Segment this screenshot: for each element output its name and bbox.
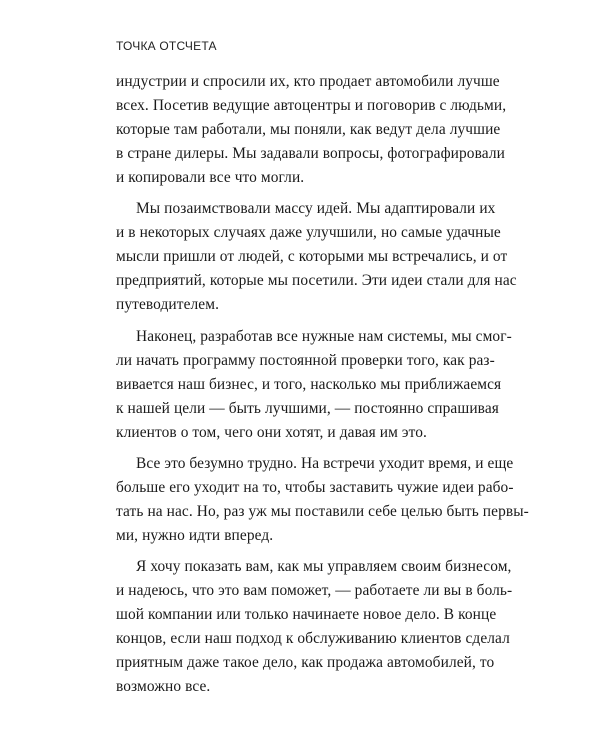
text-line: тать на нас. Но, раз уж мы поставили себе целью быть первы-: [116, 503, 529, 520]
text-line: приятным даже такое дело, как продажа автомобилей, то: [116, 654, 495, 671]
text-line: и в некоторых случаях даже улучшили, но самые удачные: [116, 224, 501, 241]
text-line: Наконец, разработав все нужные нам системы, мы смог-: [136, 328, 512, 345]
text-line: Все это безумно трудно. На встречи уходит время, и еще: [136, 455, 514, 472]
text-line: шой компании или только начинаете новое дело. В конце: [116, 606, 497, 623]
text-line: Мы позаимствовали массу идей. Мы адаптировали их: [136, 200, 496, 217]
text-line: к нашей цели — быть лучшими, — постоянно спрашивая: [116, 400, 499, 417]
paragraph-4: [116, 452, 529, 548]
text-line: возможно все.: [116, 678, 211, 695]
text-line: и копировали все что могли.: [116, 169, 305, 186]
text-line: концов, если наш подход к обслуживанию клиентов сделал: [116, 630, 510, 647]
body-text: [116, 70, 529, 705]
text-line: которые там работали, мы поняли, как ведут дела лучшие: [116, 121, 501, 138]
text-line: Я хочу показать вам, как мы управляем своим бизнесом,: [136, 558, 512, 575]
paragraph-1: [116, 70, 514, 190]
running-head-title: ТОЧКА ОТСЧЕТА: [116, 39, 217, 53]
paragraph-5: [116, 555, 514, 699]
text-line: клиентов о том, чего они хотят, и давая им это.: [116, 424, 427, 441]
text-line: больше его уходит на то, чтобы заставить чужие идеи рабо-: [116, 479, 514, 496]
text-line: мысли пришли от людей, с которыми мы встречались, и от: [116, 248, 508, 265]
text-line: ли начать программу постоянной проверки того, как раз-: [116, 352, 495, 369]
text-line: в стране дилеры. Мы задавали вопросы, фотографировали: [116, 145, 505, 162]
text-line: предприятий, которые мы посетили. Эти идеи стали для нас: [116, 272, 517, 289]
text-line: путеводителем.: [116, 296, 220, 313]
paragraph-2: [116, 197, 517, 317]
paragraph-3: [116, 325, 514, 445]
text-line: и надеюсь, что это вам поможет, — работаете ли вы в боль-: [116, 582, 513, 599]
text-line: индустрии и спросили их, кто продает автомобили лучше: [116, 73, 500, 90]
text-line: вивается наш бизнес, и того, насколько мы приближаемся: [116, 376, 502, 393]
text-line: ми, нужно идти вперед.: [116, 527, 274, 544]
text-line: всех. Посетив ведущие автоцентры и поговорив с людьми,: [116, 97, 507, 114]
